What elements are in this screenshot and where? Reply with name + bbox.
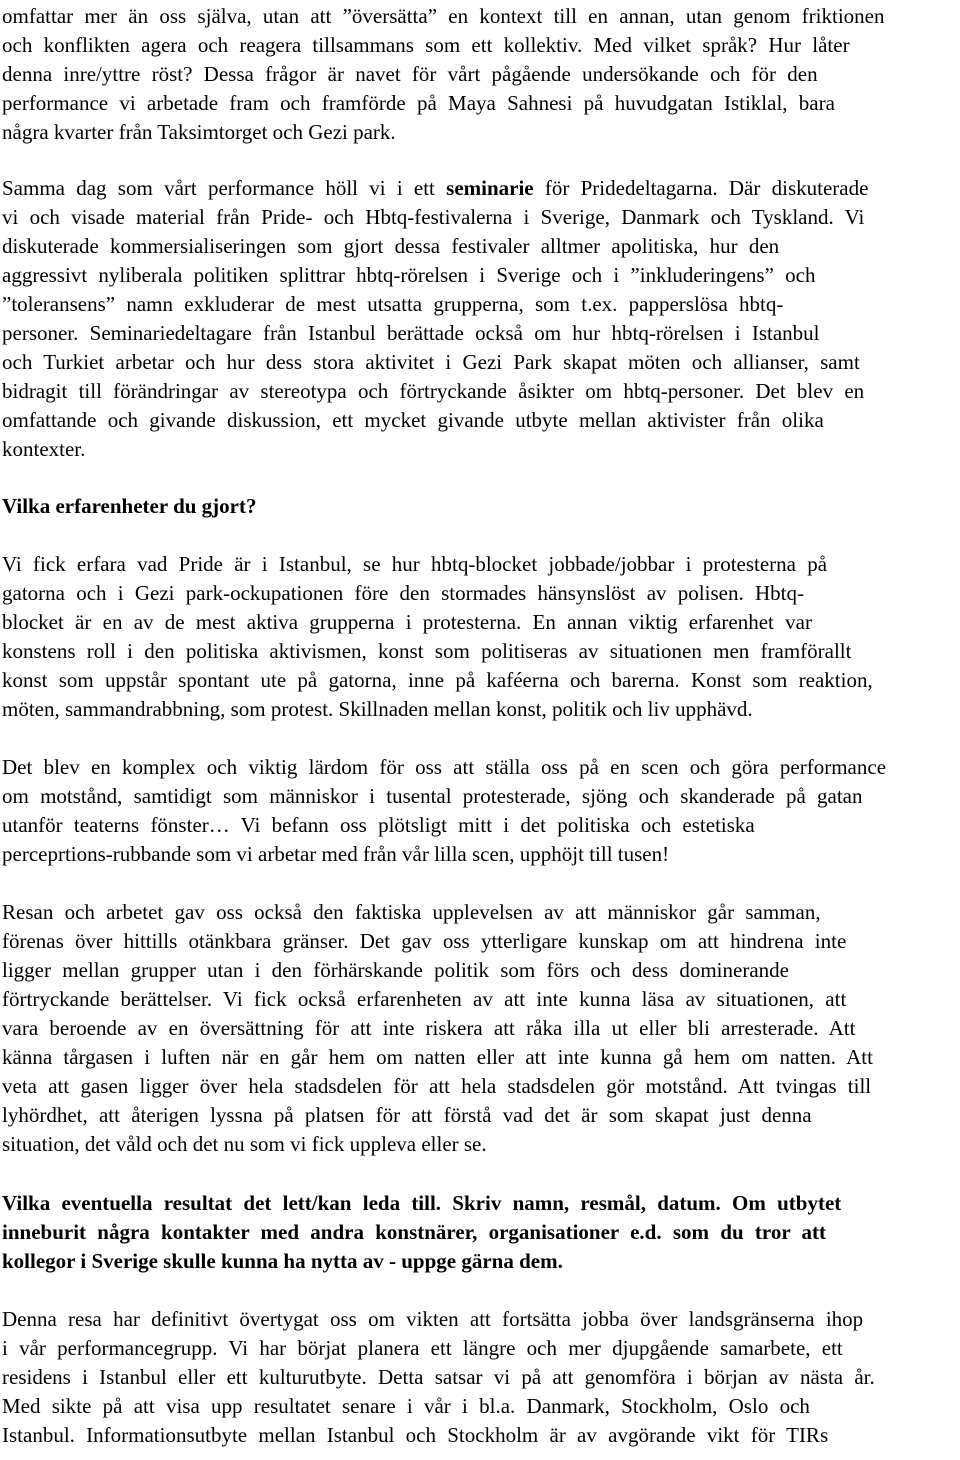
text-line	[2, 637, 851, 666]
text-segment: Resan och arbetet gav oss också den faktiska upplevelsen av att människor går samman,	[2, 900, 821, 924]
text-line	[2, 348, 860, 377]
text-segment: Istanbul. Informationsutbyte mellan Istanbul och Stockholm är av avgörande vikt för TIRs	[2, 1423, 829, 1447]
text-line	[2, 1043, 873, 1072]
text-line	[2, 840, 669, 869]
text-line	[2, 550, 827, 579]
text-segment: kontexter.	[2, 437, 86, 461]
text-line	[2, 985, 846, 1014]
text-segment: förtryckande berättelser. Vi fick också erfarenheten av att inte kunna läsa av situationen, att	[2, 987, 847, 1011]
text-line	[2, 203, 864, 232]
text-line	[2, 1421, 828, 1450]
text-segment: ”toleransens” namn exkluderar de mest utsatta grupperna, som t.ex. papperslösa hbtq-	[2, 292, 784, 316]
text-line	[2, 290, 783, 319]
text-segment: Vi fick erfara vad Pride är i Istanbul, se hur hbtq-blocket jobbade/jobbar i protesterna på	[2, 552, 828, 576]
text-line	[2, 174, 868, 203]
bold-text: seminarie	[446, 176, 534, 200]
text-line	[2, 31, 850, 60]
text-line	[2, 1305, 863, 1334]
text-segment: veta att gasen ligger över hela stadsdelen för att hela stadsdelen gör motstånd. Att tvingas till	[2, 1074, 872, 1098]
text-segment: konstens roll i den politiska aktivismen, konst som politiseras av situationen men framförallt	[2, 639, 852, 663]
text-line	[2, 782, 863, 811]
text-segment: Med sikte på att visa upp resultatet senare i vår i bl.a. Danmark, Stockholm, Oslo och	[2, 1394, 810, 1418]
text-segment: diskuterade kommersialiseringen som gjort dessa festivaler alltmer apolitiska, hur den	[2, 234, 780, 258]
text-line	[2, 1189, 841, 1218]
bold-text: kollegor i Sverige skulle kunna ha nytta av - uppge gärna dem.	[2, 1249, 563, 1273]
text-segment: personer. Seminariedeltagare från Istanbul berättade också om hur hbtq-rörelsen i Istanbul	[2, 321, 820, 345]
text-segment: gatorna och i Gezi park-ockupationen före den stormades hänsynslöst av polisen. Hbtq-	[2, 581, 804, 605]
text-segment: förenas över hittills otänkbara gränser. Det gav oss ytterligare kunskap om att hindrena inte	[2, 929, 847, 953]
text-segment: Samma dag som vårt performance höll vi i ett	[2, 176, 447, 200]
text-line	[2, 1014, 855, 1043]
bold-text: Vilka erfarenheter du gjort?	[2, 494, 257, 518]
text-segment: möten, sammandrabbning, som protest. Skillnaden mellan konst, politik och liv upphävd.	[2, 697, 753, 721]
text-line	[2, 60, 818, 89]
text-line	[2, 435, 85, 464]
text-line	[2, 608, 812, 637]
text-line	[2, 579, 804, 608]
text-segment: residens i Istanbul eller ett kulturutbyte. Detta satsar vi på att genomföra i början av nästa år.	[2, 1365, 875, 1389]
text-segment: om motstånd, samtidigt som människor i tusental protesterade, sjöng och skanderade på gatan	[2, 784, 863, 808]
text-segment: omfattande och givande diskussion, ett mycket givande utbyte mellan aktivister från olika	[2, 408, 824, 432]
text-line	[2, 1392, 810, 1421]
text-segment: konst som uppstår spontant ute på gatorna, inne på kaféerna och barerna. Konst som reaktion,	[2, 668, 873, 692]
text-segment: några kvarter från Taksimtorget och Gezi park.	[2, 120, 396, 144]
text-segment: och Turkiet arbetar och hur dess stora aktivitet i Gezi Park skapat möten och allianser, samt	[2, 350, 860, 374]
text-segment: i vår performancegrupp. Vi har börjat planera ett längre och mer djupgående samarbete, ett	[2, 1336, 843, 1360]
text-segment: vi och visade material från Pride- och Hbtq-festivalerna i Sverige, Danmark och Tyskland. Vi	[2, 205, 865, 229]
text-line	[2, 2, 885, 31]
text-segment: bidragit till förändringar av stereotypa och förtryckande åsikter om hbtq-personer. Det blev en	[2, 379, 865, 403]
text-segment: blocket är en av de mest aktiva grupperna i protesterna. En annan viktig erfarenhet var	[2, 610, 812, 634]
text-line	[2, 1072, 871, 1101]
text-segment: Denna resa har definitivt övertygat oss om vikten att fortsätta jobba över landsgränserna ihop	[2, 1307, 864, 1331]
text-segment: aggressivt nyliberala politiken splittrar hbtq-rörelsen i Sverige och i ”inkluderingens” och	[2, 263, 816, 287]
text-segment: och konflikten agera och reagera tillsammans som ett kollektiv. Med vilket språk? Hur låter	[2, 33, 850, 57]
text-line	[2, 118, 396, 147]
text-segment: perceprtions-rubbande som vi arbetar med från vår lilla scen, upphöjt till tusen!	[2, 842, 670, 866]
text-line	[2, 927, 846, 956]
text-line	[2, 492, 256, 521]
text-line	[2, 811, 755, 840]
text-line	[2, 319, 819, 348]
text-line	[2, 898, 821, 927]
text-segment: denna inre/yttre röst? Dessa frågor är navet för vårt pågående undersökande och för den	[2, 62, 818, 86]
text-line	[2, 1247, 563, 1276]
text-segment: omfattar mer än oss själva, utan att ”översätta” en kontext till en annan, utan genom friktionen	[2, 4, 885, 28]
bold-text: inneburit några kontakter med andra konstnärer, organisationer e.d. som du tror att	[2, 1220, 826, 1244]
text-line	[2, 232, 779, 261]
text-line	[2, 377, 864, 406]
text-segment: ligger mellan grupper utan i den förhärskande politik som förs och dess dominerande	[2, 958, 789, 982]
text-segment: performance vi arbetade fram och framförde på Maya Sahnesi på huvudgatan Istiklal, bara	[2, 91, 835, 115]
text-line	[2, 89, 835, 118]
text-line	[2, 1101, 812, 1130]
text-segment: Det blev en komplex och viktig lärdom för oss att ställa oss på en scen och göra performance	[2, 755, 887, 779]
text-line	[2, 1363, 875, 1392]
text-line	[2, 1130, 487, 1159]
text-line	[2, 666, 873, 695]
text-segment: känna tårgasen i luften när en går hem om natten eller att inte kunna gå hem om natten. Att	[2, 1045, 873, 1069]
text-line	[2, 1334, 843, 1363]
text-segment: situation, det våld och det nu som vi fick uppleva eller se.	[2, 1132, 487, 1156]
text-segment: utanför teaterns fönster… Vi befann oss plötsligt mitt i det politiska och estetiska	[2, 813, 755, 837]
bold-text: Vilka eventuella resultat det lett/kan leda till. Skriv namn, resmål, datum. Om utbytet	[2, 1191, 842, 1215]
text-line	[2, 956, 789, 985]
text-line	[2, 753, 886, 782]
text-line	[2, 406, 824, 435]
text-line	[2, 695, 753, 724]
text-line	[2, 261, 815, 290]
text-line	[2, 1218, 826, 1247]
text-segment: vara beroende av en översättning för att inte riskera att råka illa ut eller bli arresterade. Att	[2, 1016, 856, 1040]
text-segment: för Pridedeltagarna. Där diskuterade	[533, 176, 869, 200]
text-segment: lyhördhet, att återigen lyssna på platsen för att förstå vad det är som skapat just denna	[2, 1103, 812, 1127]
